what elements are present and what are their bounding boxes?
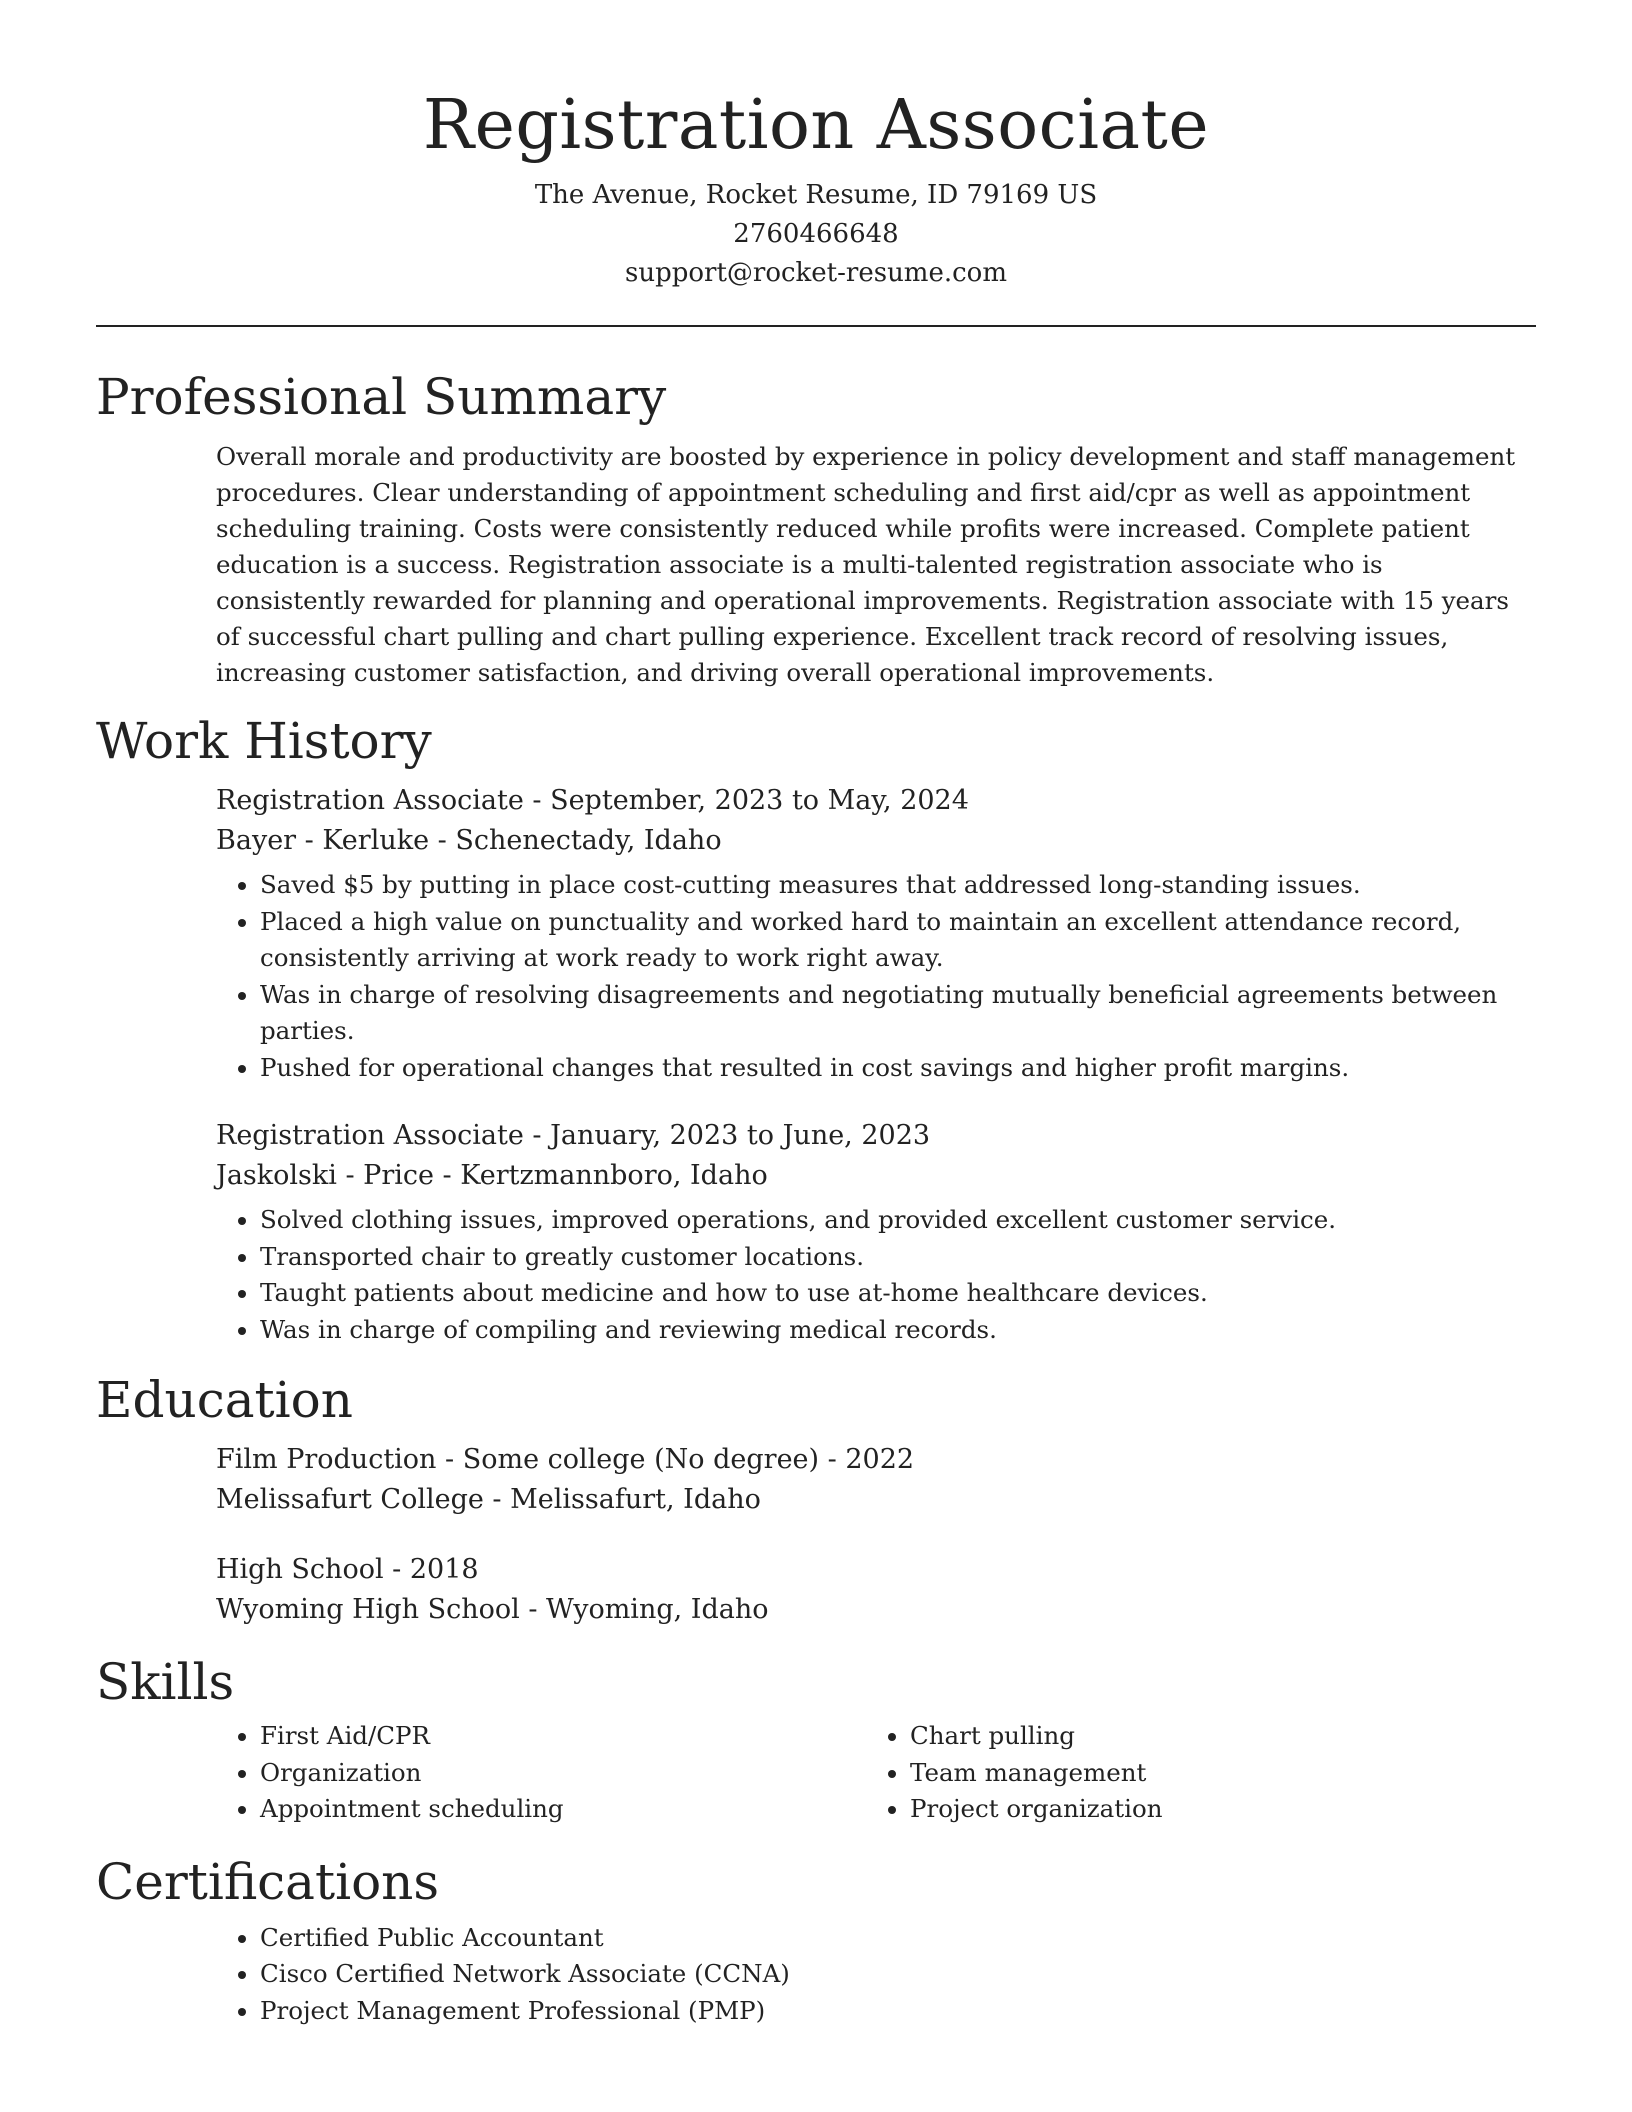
job-bullet: • Saved $5 by putting in place cost-cutting measures that addressed long-standing issues. [260, 867, 1536, 904]
certifications-list-wrap [216, 1920, 1536, 2030]
summary-heading: Professional Summary [96, 368, 667, 426]
education-list [216, 1440, 1536, 1630]
job-bullet-list [216, 867, 1536, 1086]
certification-item: • Certified Public Accountant [260, 1920, 1536, 1957]
job-bullet: • Solved clothing issues, improved operations, and provided excellent customer service. [260, 1202, 1536, 1239]
job-entry [216, 781, 1536, 1086]
skill-item: • Team management [910, 1755, 1510, 1792]
school-line: Wyoming High School - Wyoming, Idaho [216, 1594, 769, 1625]
skills-heading: Skills [96, 1653, 235, 1711]
resume-header [96, 0, 1536, 293]
certifications-heading: Certifications [96, 1852, 440, 1911]
work-history-heading: Work History [96, 712, 432, 770]
skills-section [96, 1650, 1536, 1828]
education-section [96, 1368, 1536, 1630]
skill-item: • First Aid/CPR [260, 1718, 866, 1755]
job-company-line: Bayer - Kerluke - Schenectady, Idaho [216, 825, 722, 856]
job-title-line: Registration Associate - January, 2023 to June, 2023 [216, 1120, 931, 1151]
skill-item: • Appointment scheduling [260, 1791, 866, 1828]
job-bullet: • Transported chair to greatly customer locations. [260, 1239, 1536, 1276]
certifications-list [216, 1920, 1536, 2030]
skills-grid [216, 1714, 1536, 1828]
summary-paragraph: Overall morale and productivity are boosted by experience in policy development and staff management procedures. Clear understanding of appointment scheduling and first aid/cpr as well as appointment scheduling training. Costs were consistently reduced while profits were increased. Complete patient education is a success. Registration associate is a multi-talented registration associate who is consistently rewarded for planning and operational improvements. Registration associate with 15 years of successful chart pulling and chart pulling experience. Excellent track record of resolving issues, increasing customer satisfaction, and driving overall operational improvements. [216, 442, 1516, 687]
education-entry [216, 1550, 1536, 1630]
certification-item: • Project Management Professional (PMP) [260, 1993, 1536, 2030]
degree-line: High School - 2018 [216, 1554, 479, 1585]
summary-section [96, 365, 1536, 691]
school-line: Melissafurt College - Melissafurt, Idaho [216, 1484, 761, 1515]
education-heading: Education [96, 1371, 353, 1429]
job-bullet: • Placed a high value on punctuality and worked hard to maintain an excellent attendance record, consistently arriving at work ready to work right away. [260, 904, 1536, 977]
skill-item: • Chart pulling [910, 1718, 1510, 1755]
contact-block [96, 176, 1536, 293]
job-list [216, 781, 1536, 1348]
certifications-section [96, 1850, 1536, 2030]
job-company-line: Jaskolski - Price - Kertzmannboro, Idaho [216, 1160, 768, 1191]
certification-item: • Cisco Certified Network Associate (CCNA) [260, 1956, 1536, 1993]
email-text: support@rocket-resume.com [624, 258, 1007, 288]
skills-column-right [866, 1718, 1510, 1828]
job-bullet: • Was in charge of compiling and reviewing medical records. [260, 1312, 1536, 1349]
candidate-name: Registration Associate [422, 86, 1210, 165]
job-bullet: • Taught patients about medicine and how to use at-home healthcare devices. [260, 1275, 1536, 1312]
job-title-line: Registration Associate - September, 2023 to May, 2024 [216, 785, 969, 816]
header-divider [96, 325, 1536, 327]
education-entry [216, 1440, 1536, 1520]
degree-line: Film Production - Some college (No degree) - 2022 [216, 1444, 915, 1475]
address-text: The Avenue, Rocket Resume, ID 79169 US [534, 180, 1098, 210]
job-bullet: • Pushed for operational changes that resulted in cost savings and higher profit margins. [260, 1050, 1536, 1087]
resume-page [96, 0, 1536, 2029]
skills-column-left [216, 1718, 866, 1828]
skill-item: • Project organization [910, 1791, 1510, 1828]
job-entry [216, 1116, 1536, 1348]
job-bullet-list [216, 1202, 1536, 1348]
work-history-section [96, 709, 1536, 1348]
phone-text: 2760466648 [733, 219, 899, 249]
skill-item: • Organization [260, 1755, 866, 1792]
job-bullet: • Was in charge of resolving disagreements and negotiating mutually beneficial agreements between parties. [260, 977, 1536, 1050]
